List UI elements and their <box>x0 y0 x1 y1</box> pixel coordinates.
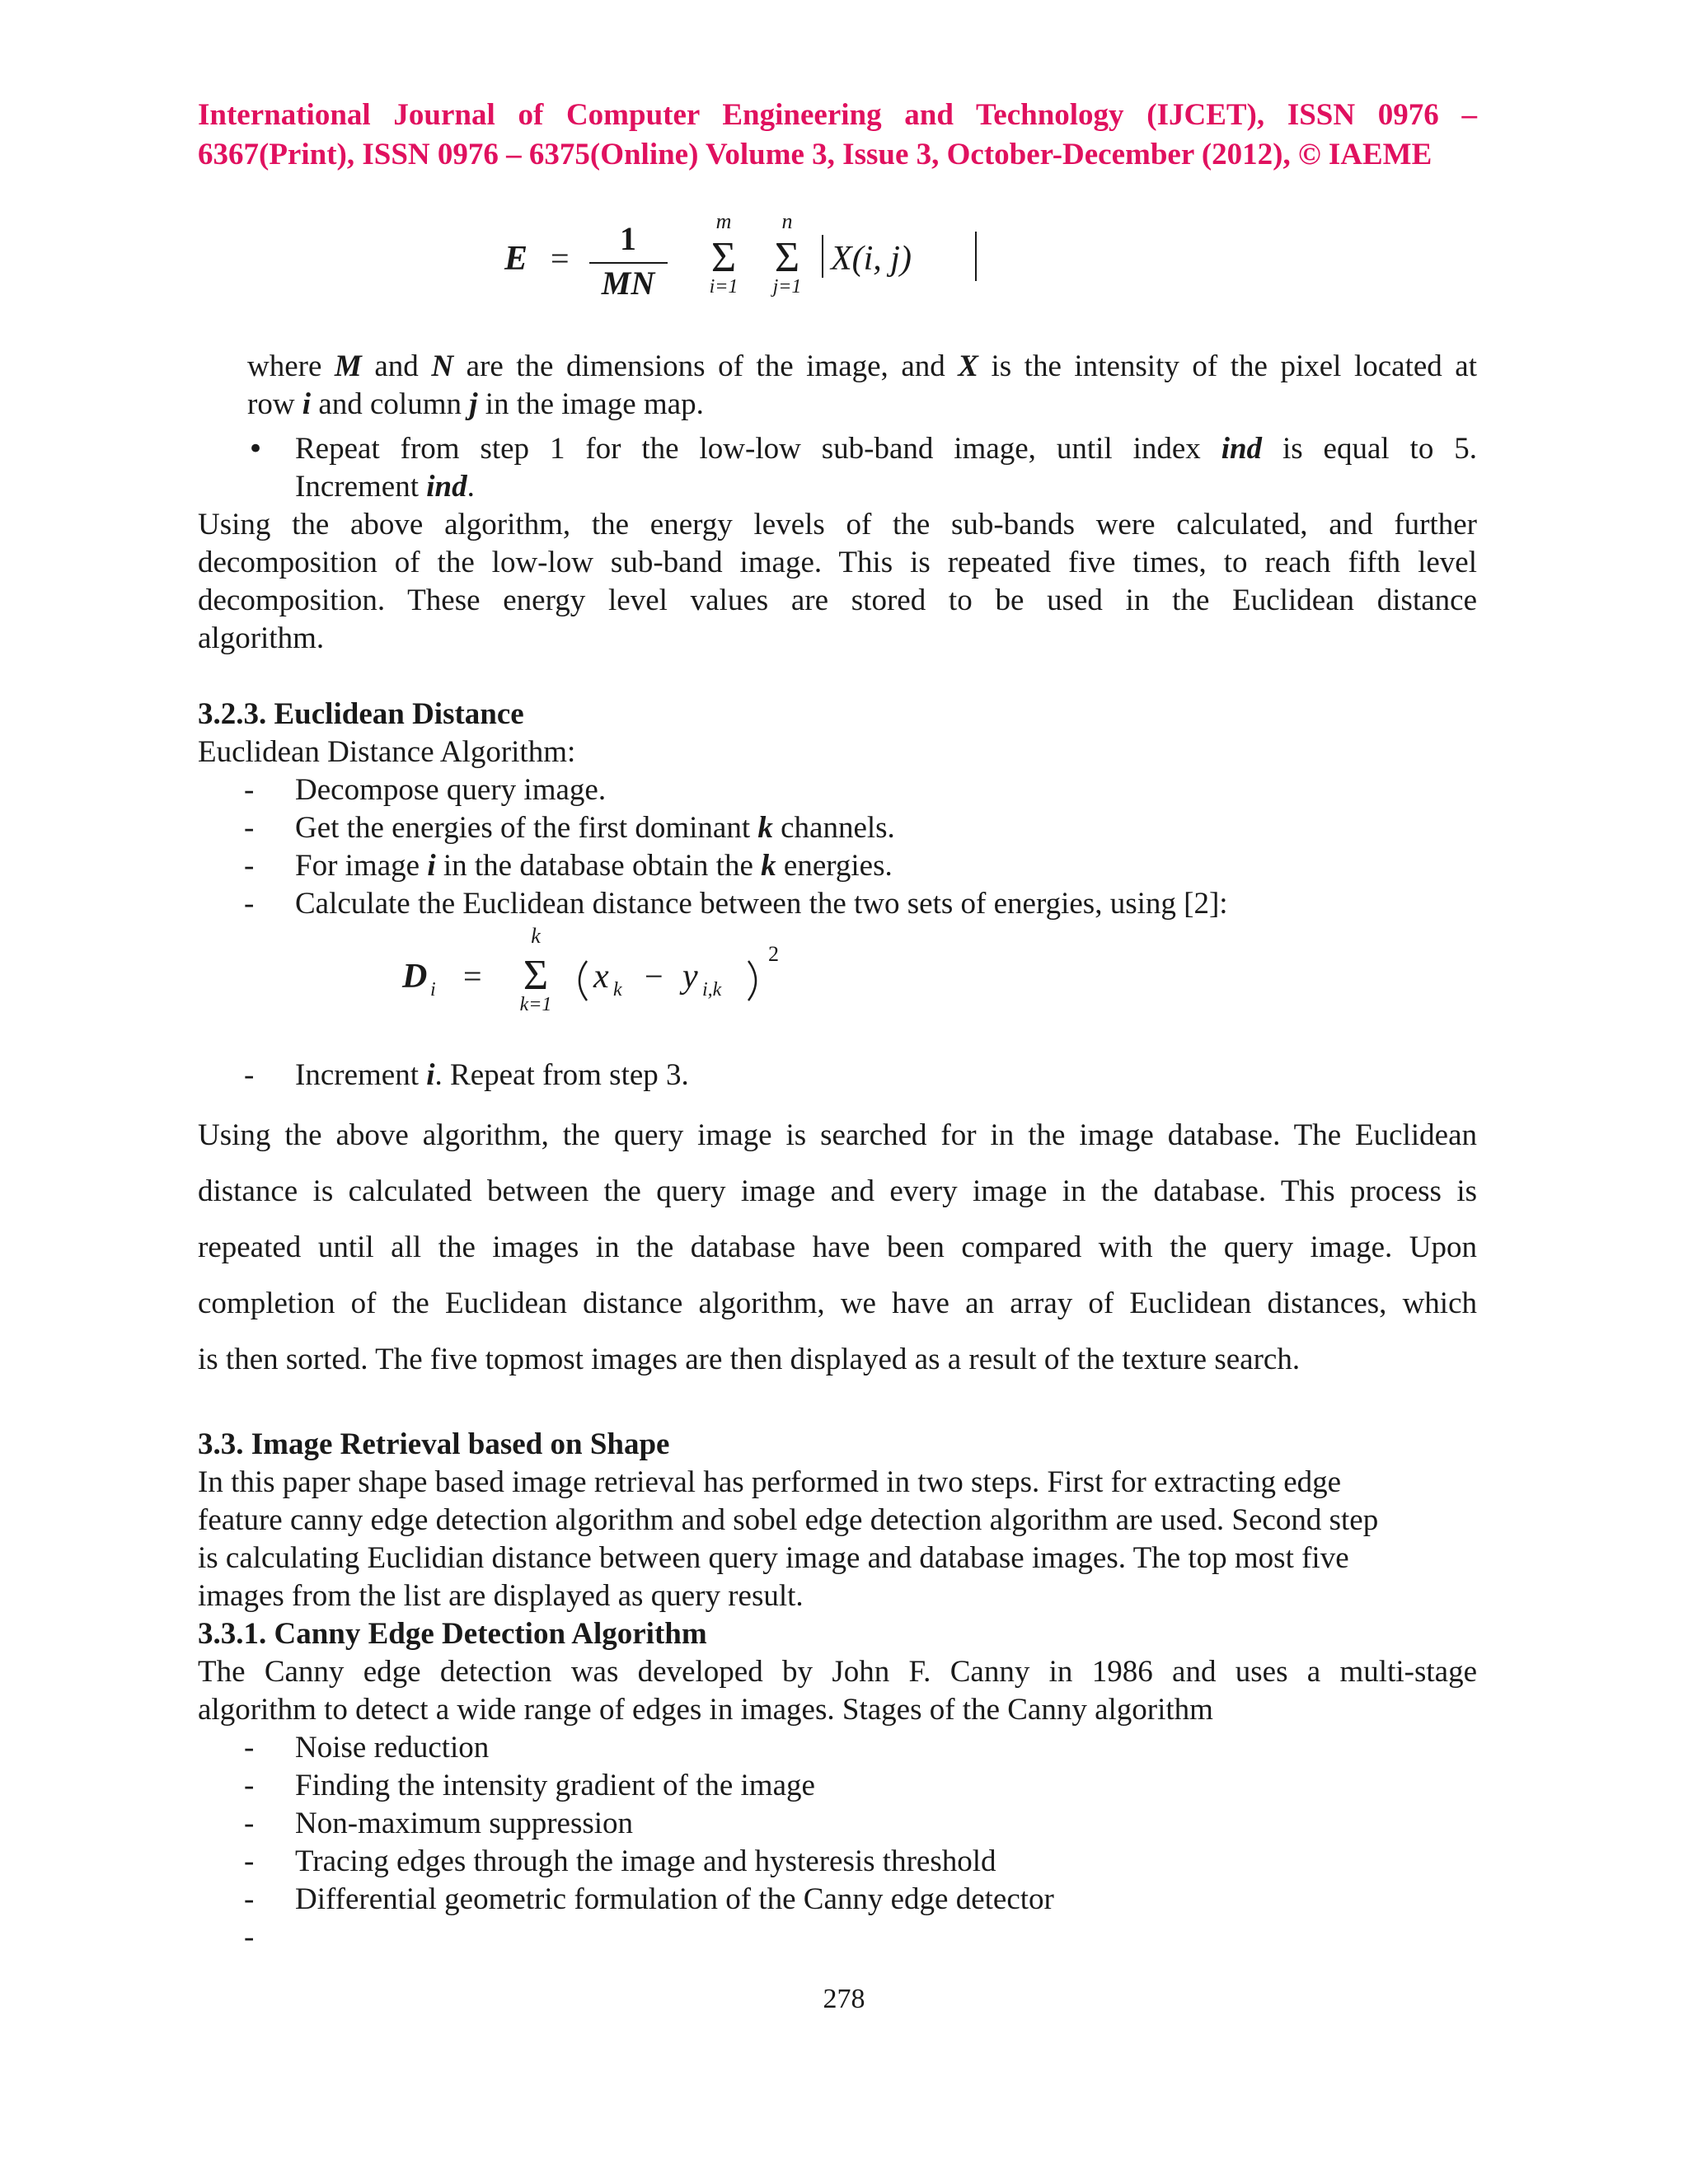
canny-stage-text: Non-maximum suppression <box>295 1807 634 1840</box>
shape-line-1: In this paper shape based image retrieval has performed in two steps. First for extracting edge <box>198 1465 1342 1499</box>
search-line-4: completion of the Euclidean distance algorithm, we have an array of Euclidean distances, which <box>198 1286 1477 1320</box>
eq-dist-power: 2 <box>768 942 779 966</box>
step-calculate: Calculate the Euclidean distance between the two sets of energies, using [2]: <box>295 887 1228 921</box>
eq-energy-sigma-2: Σ <box>774 234 800 281</box>
eq-energy-lhs: E <box>504 240 528 278</box>
var-M: M <box>334 349 362 383</box>
canny-stage-item <box>198 1767 1477 1805</box>
search-line-1: Using the above algorithm, the query image is searched for in the image database. The Euclidean <box>198 1118 1477 1152</box>
canny-paragraph <box>198 1653 1477 1729</box>
step-list-item <box>198 771 1477 809</box>
canny-stage-text: Finding the intensity gradient of the image <box>295 1769 815 1802</box>
text-span: Repeat from step 1 for the low-low sub-band image, until index <box>295 432 1221 466</box>
energy-line-4: algorithm. <box>198 621 325 655</box>
eq-energy-sum2-bottom: j=1 <box>772 276 802 298</box>
var-k: k <box>761 849 776 883</box>
step-for-image <box>295 847 893 885</box>
bullet-repeat <box>198 430 1477 506</box>
dash-marker: - <box>244 811 255 845</box>
dash-marker: - <box>244 1769 255 1802</box>
eq-dist-lhs: D <box>402 958 428 996</box>
bullet-icon: • <box>247 433 265 466</box>
search-line-2: distance is calculated between the query image and every image in the database. This process is <box>198 1174 1477 1208</box>
eq-energy-sigma-1: Σ <box>710 234 737 281</box>
text-span: is equal to 5. <box>1262 432 1477 466</box>
var-i: i <box>302 387 312 421</box>
distance-equation <box>396 925 824 1024</box>
bullet-line-2 <box>295 468 1477 506</box>
shape-line-4: images from the list are displayed as query result. <box>198 1579 804 1613</box>
eq-energy-equals: = <box>551 240 570 277</box>
dash-marker: - <box>244 887 255 921</box>
eq-dist-close-paren <box>748 961 756 1001</box>
eq-dist-x-sub: k <box>613 979 622 1001</box>
canny-stage-item <box>198 1805 1477 1843</box>
eq-dist-minus: − <box>645 958 663 995</box>
eq-energy-body: X(i, j) <box>831 240 912 278</box>
energy-line-3: decomposition. These energy level values are stored to be used in the Euclidean distance <box>198 583 1477 617</box>
text-span: in the image map. <box>477 387 704 421</box>
euclidean-intro: Euclidean Distance Algorithm: <box>198 735 576 769</box>
page-number: 278 <box>823 1984 865 2014</box>
step-list-item <box>198 847 1477 885</box>
canny-line-2: algorithm to detect a wide range of edges in images. Stages of the Canny algorithm <box>198 1693 1213 1727</box>
var-k: k <box>757 811 773 845</box>
var-i: i <box>427 849 436 883</box>
text-span: and column <box>311 387 470 421</box>
shape-line-2: feature canny edge detection algorithm and sobel edge detection algorithm are used. Second step <box>198 1503 1379 1537</box>
var-i: i <box>426 1058 435 1092</box>
journal-header <box>198 96 1477 175</box>
var-ind: ind <box>1221 432 1263 466</box>
canny-line-1: The Canny edge detection was developed by John F. Canny in 1986 and uses a multi-stage <box>198 1655 1477 1689</box>
step-get-energies <box>295 809 895 847</box>
dash-marker: - <box>244 1058 255 1092</box>
shape-paragraph <box>198 1464 1477 1615</box>
where-line-1 <box>247 348 1477 386</box>
eq-dist-sigma: Σ <box>523 952 549 999</box>
eq-energy-sum2-top: n <box>781 209 793 233</box>
canny-stage-item <box>198 1881 1477 1919</box>
step-list-item <box>198 809 1477 847</box>
dash-marker: - <box>244 849 255 883</box>
step-increment <box>295 1057 689 1094</box>
dash-marker: - <box>244 1807 255 1840</box>
canny-stage-text: Tracing edges through the image and hysteresis threshold <box>295 1844 996 1878</box>
step-decompose: Decompose query image. <box>295 773 607 807</box>
text-span: For image <box>295 849 428 883</box>
var-X: X <box>958 349 978 383</box>
shape-line-3: is calculating Euclidian distance between query image and database images. The top most five <box>198 1541 1349 1575</box>
canny-stage-item <box>198 1729 1477 1767</box>
var-j: j <box>469 387 478 421</box>
dash-marker: - <box>244 773 255 807</box>
eq-energy-sum1-top: m <box>715 209 732 233</box>
section-heading-3-3: 3.3. Image Retrieval based on Shape <box>198 1427 670 1461</box>
dash-marker: - <box>244 1731 255 1765</box>
where-line-2 <box>247 386 1477 424</box>
text-span: in the database obtain the <box>435 849 762 883</box>
where-paragraph <box>247 348 1477 424</box>
step-list-item <box>198 885 1477 923</box>
search-line-3: repeated until all the images in the database have been compared with the query image. Upon <box>198 1230 1477 1264</box>
canny-stage-text: Noise reduction <box>295 1731 490 1765</box>
eq-dist-y-sub: i,k <box>702 979 722 1001</box>
energy-equation <box>495 210 1006 309</box>
eq-dist-y: y <box>682 958 698 996</box>
eq-dist-sum-top: k <box>531 924 541 948</box>
header-line-2: 6367(Print), ISSN 0976 – 6375(Online) Volume 3, Issue 3, October-December (2012), © IAEME <box>198 138 1432 171</box>
bullet-line-1 <box>295 430 1477 468</box>
energy-line-1: Using the above algorithm, the energy levels of the sub-bands were calculated, and further <box>198 508 1477 541</box>
eq-dist-equals: = <box>463 958 482 995</box>
text-span: are the dimensions of the image, and <box>453 349 959 383</box>
canny-stage-item <box>198 1843 1477 1881</box>
section-heading-3-3-1: 3.3.1. Canny Edge Detection Algorithm <box>198 1617 707 1651</box>
dash-marker: - <box>244 1844 255 1878</box>
eq-energy-denominator: MN <box>601 265 655 302</box>
text-span: Increment <box>295 1058 427 1092</box>
text-span: Get the energies of the first dominant <box>295 811 758 845</box>
text-span: . <box>467 470 475 504</box>
eq-energy-sum1-bottom: i=1 <box>709 276 738 298</box>
text-span: energies. <box>776 849 893 883</box>
search-line-5: is then sorted. The five topmost images are then displayed as a result of the texture search. <box>198 1343 1301 1376</box>
text-span: where <box>247 349 335 383</box>
canny-stage-text: Differential geometric formulation of the Canny edge detector <box>295 1882 1054 1916</box>
eq-dist-open-paren <box>579 961 587 1001</box>
energy-paragraph <box>198 506 1477 658</box>
header-line-1: International Journal of Computer Engineering and Technology (IJCET), ISSN 0976 – <box>198 98 1477 132</box>
text-span: and <box>361 349 432 383</box>
eq-dist-sum-bottom: k=1 <box>519 994 552 1015</box>
step-list-item <box>198 1057 1477 1094</box>
dash-marker: - <box>244 1882 255 1916</box>
section-heading-3-2-3: 3.2.3. Euclidean Distance <box>198 697 524 731</box>
text-span: is the intensity of the pixel located at <box>978 349 1477 383</box>
text-span: . Repeat from step 3. <box>434 1058 689 1092</box>
bullet-repeat-text <box>295 430 1477 506</box>
eq-dist-x: x <box>593 958 609 996</box>
text-span: channels. <box>772 811 895 845</box>
energy-line-2: decomposition of the low-low sub-band image. This is repeated five times, to reach fifth level <box>198 546 1477 579</box>
var-ind: ind <box>426 470 467 504</box>
var-N: N <box>431 349 454 383</box>
text-span: Increment <box>295 470 427 504</box>
canny-stage-item-empty <box>198 1919 1477 1957</box>
text-span: row <box>247 387 302 421</box>
dash-marker: - <box>244 1920 255 1954</box>
eq-energy-numerator: 1 <box>620 220 636 257</box>
search-paragraph <box>198 1108 1477 1388</box>
eq-dist-lhs-sub: i <box>430 979 436 1001</box>
